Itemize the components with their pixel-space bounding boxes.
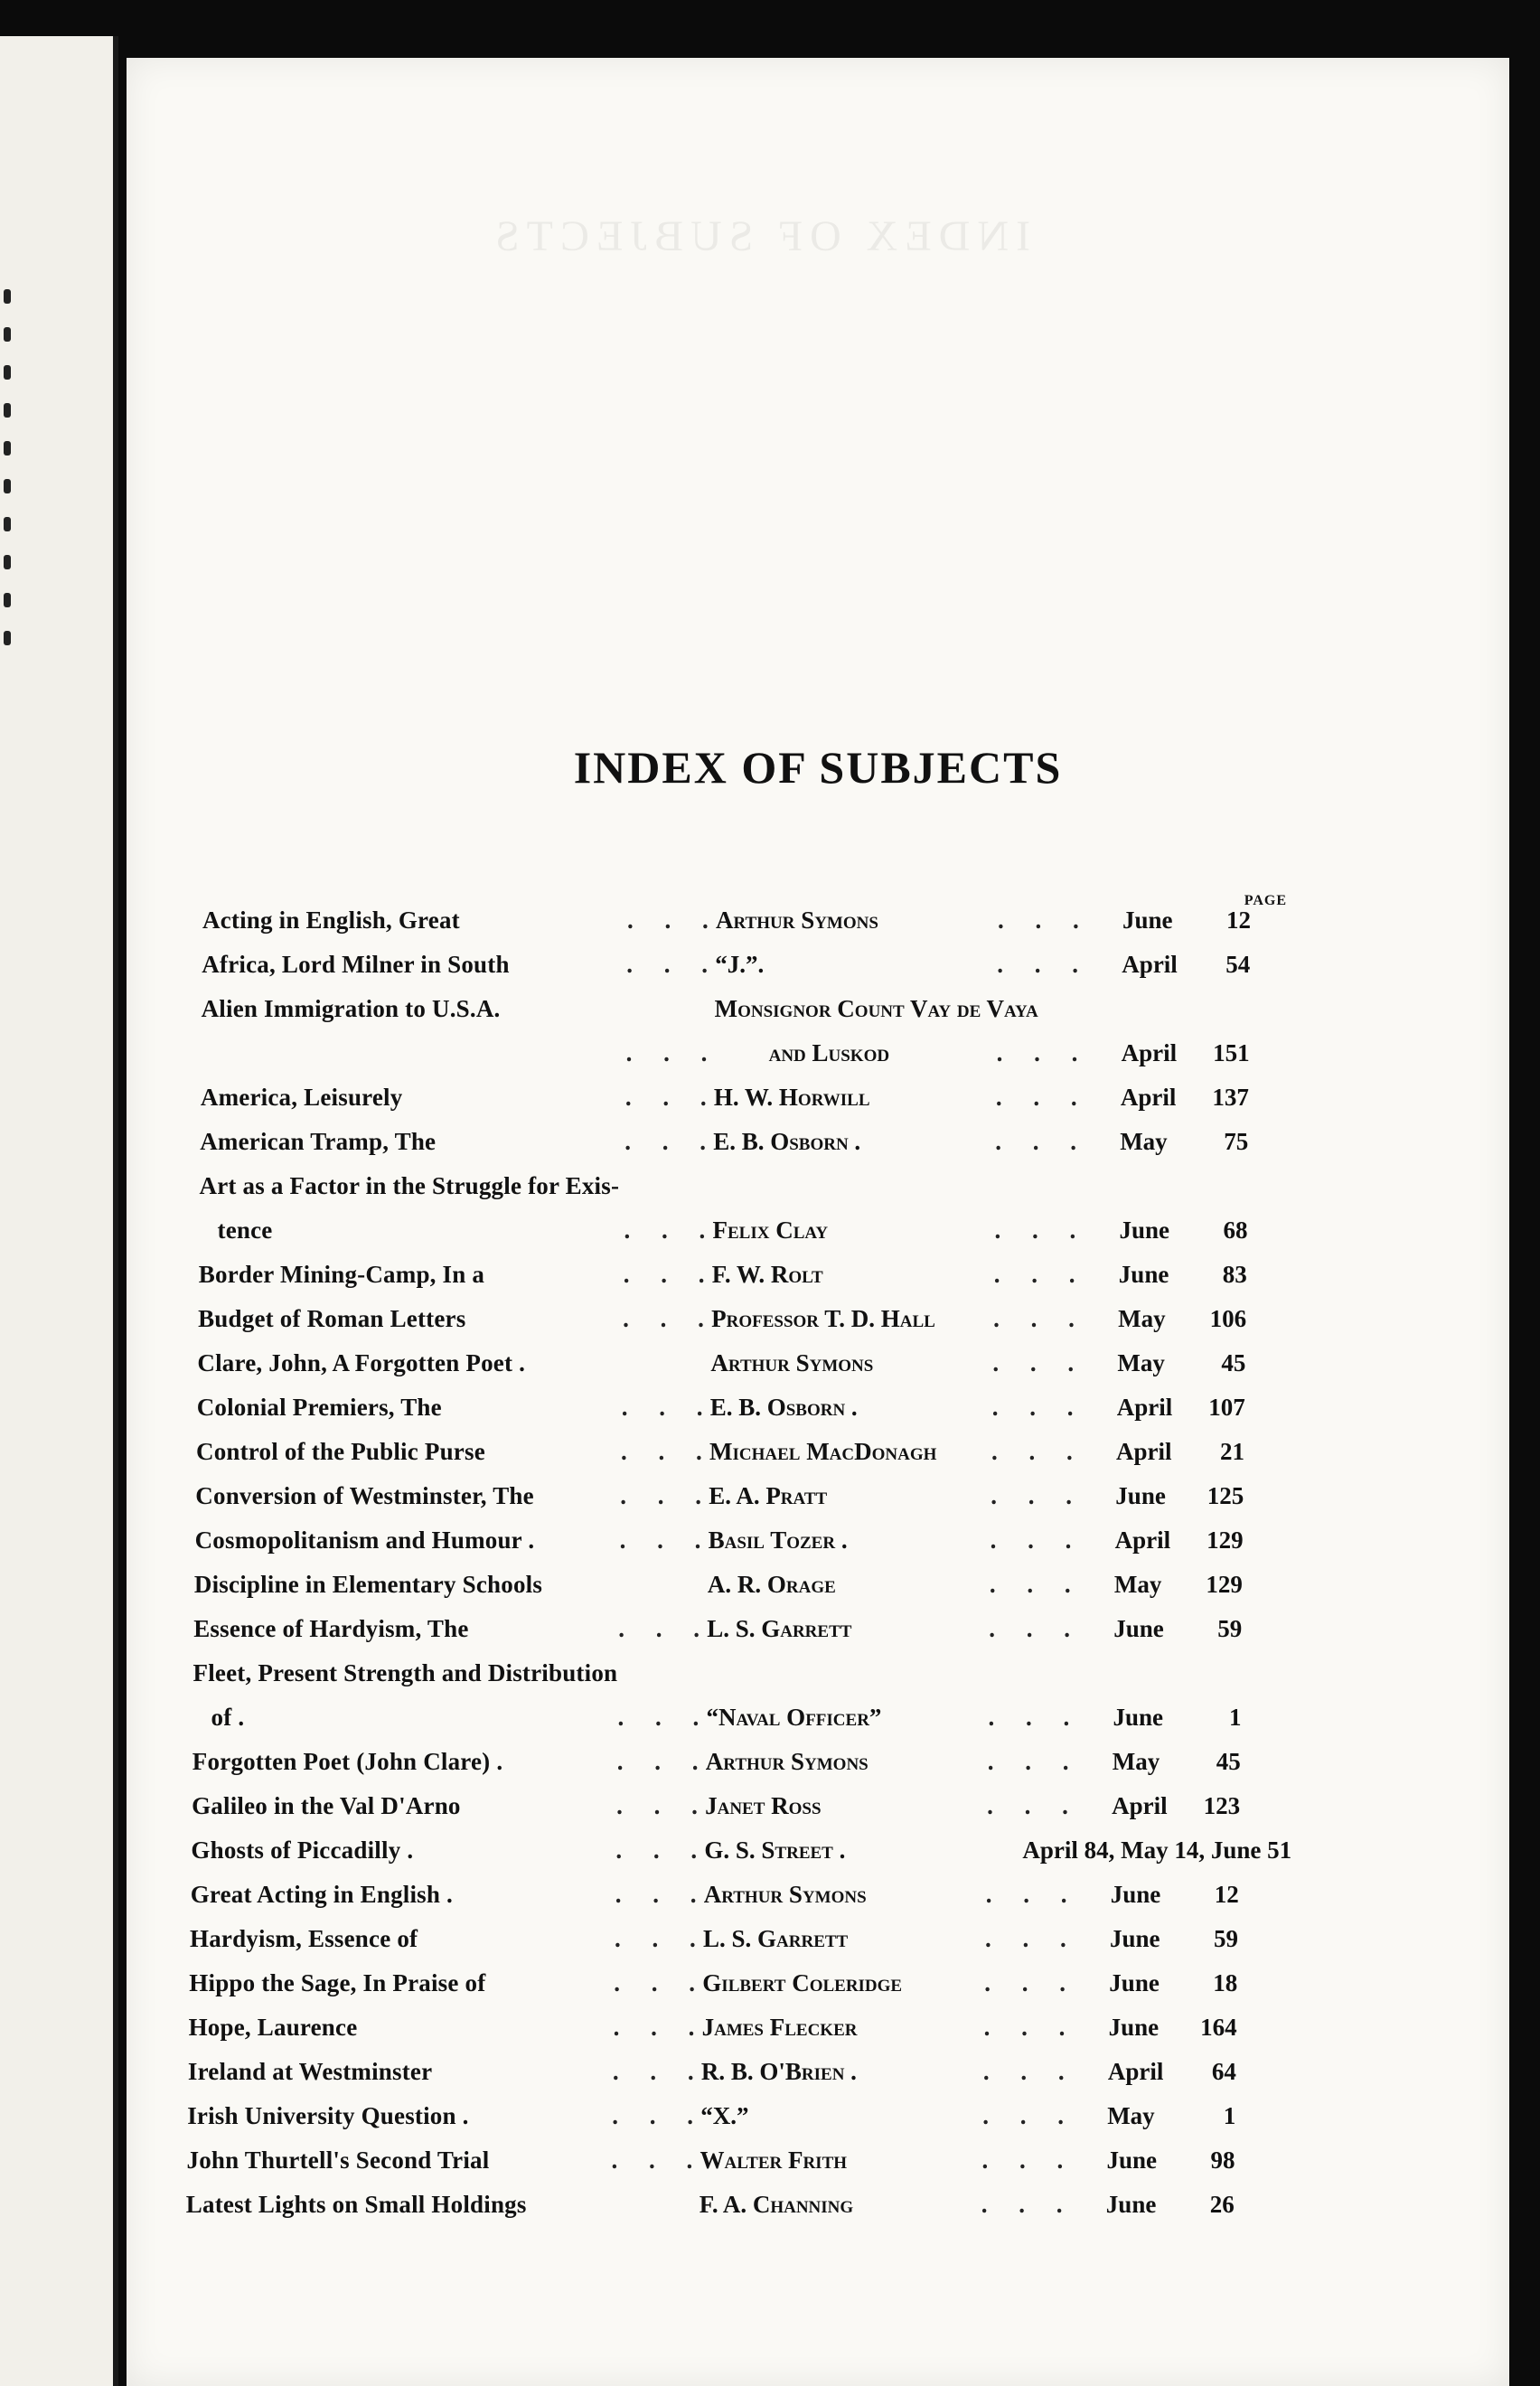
index-entry xyxy=(201,1076,1249,1120)
entry-date: May xyxy=(1112,1748,1160,1775)
entry-author: “X.” xyxy=(700,2102,749,2129)
entry-subject-continued: of . xyxy=(211,1704,245,1731)
index-entry xyxy=(202,943,1250,987)
entry-author: Felix Clay xyxy=(712,1216,829,1244)
entry-author: Arthur Symons xyxy=(705,1748,869,1775)
leader-dots: . . . xyxy=(615,1881,709,1908)
entry-author: L. S. Garrett xyxy=(707,1615,852,1642)
entry-subject: Control of the Public Purse xyxy=(196,1438,485,1465)
index-entry xyxy=(197,1386,1245,1430)
margin-mark xyxy=(4,593,11,607)
entry-date: April xyxy=(1116,1394,1173,1421)
index-entry xyxy=(194,1563,1243,1607)
entry-subject: Hippo the Sage, In Praise of xyxy=(189,1969,486,1996)
entry-page: 1 xyxy=(1229,1704,1242,1731)
entry-author: A. R. Orage xyxy=(707,1571,836,1598)
index-entry xyxy=(189,2006,1237,2050)
index-entry xyxy=(187,2138,1235,2183)
entry-page: 12 xyxy=(1214,1881,1239,1908)
margin-mark xyxy=(4,479,11,493)
leader-dots: . . . xyxy=(982,2102,1076,2129)
entry-subject: Essence of Hardyism, The xyxy=(193,1615,469,1642)
margin-mark xyxy=(4,403,11,418)
entry-author: Basil Tozer . xyxy=(708,1526,848,1554)
entry-author: Professor T. D. Hall xyxy=(711,1305,935,1332)
entry-page: 107 xyxy=(1208,1394,1245,1421)
entry-subject: Cosmopolitanism and Humour . xyxy=(194,1526,535,1554)
entry-author: L. S. Garrett xyxy=(703,1925,849,1952)
leader-dots: . . . xyxy=(612,2102,706,2129)
entry-author: Arthur Symons xyxy=(716,906,878,934)
entry-date: May xyxy=(1113,1571,1162,1598)
leader-dots: . . . xyxy=(985,1925,1079,1952)
leader-dots: . . . xyxy=(989,1615,1083,1642)
entry-page: 1 xyxy=(1223,2102,1236,2129)
entry-author: E. B. Osborn . xyxy=(713,1128,861,1155)
leader-dots: . . . xyxy=(615,1836,710,1864)
entry-author: R. B. O'Brien . xyxy=(700,2058,857,2085)
entry-date: June xyxy=(1113,1615,1164,1642)
entry-date: June xyxy=(1119,1216,1170,1244)
index-entry xyxy=(200,1120,1248,1164)
leader-dots: . . . xyxy=(998,906,1092,934)
entry-page: 164 xyxy=(1200,2014,1237,2041)
leader-dots: . . . xyxy=(627,906,721,934)
leader-dots: . . . xyxy=(992,1349,1087,1376)
entry-subject: Art as a Factor in the Struggle for Exis- tence xyxy=(200,1164,706,1253)
entry-author: James Flecker xyxy=(701,2014,858,2041)
entry-date: June xyxy=(1110,1925,1160,1952)
index-entry xyxy=(191,1828,1292,1873)
entry-page: 12 xyxy=(1226,906,1251,934)
entry-page: 26 xyxy=(1209,2191,1235,2218)
entry-date: June xyxy=(1118,1261,1169,1288)
index-entry xyxy=(195,1474,1244,1518)
leader-dots: . . . xyxy=(615,1925,709,1952)
adjacent-page-edge xyxy=(0,36,118,2386)
leader-dots: . . . xyxy=(624,1216,718,1244)
entry-author: Michael MacDonagh xyxy=(709,1438,937,1465)
entry-author: “Naval Officer” xyxy=(706,1704,882,1731)
entry-subject: American Tramp, The xyxy=(200,1128,437,1155)
index-entry xyxy=(186,2183,1235,2227)
entry-date: June xyxy=(1106,2146,1158,2174)
leader-dots: . . . xyxy=(624,1128,718,1155)
entry-subject: America, Leisurely xyxy=(200,1084,403,1111)
index-entry xyxy=(195,1518,1244,1563)
leader-dots: . . . xyxy=(991,1438,1085,1465)
entry-page: 18 xyxy=(1213,1969,1238,1996)
leader-dots: . . . xyxy=(987,1748,1082,1775)
leader-dots: . . . xyxy=(617,1704,712,1731)
entry-date: June xyxy=(1105,2191,1157,2218)
leader-dots: . . . xyxy=(990,1526,1085,1554)
entry-subject: Hardyism, Essence of xyxy=(190,1925,418,1952)
margin-mark xyxy=(4,441,11,456)
leader-dots: . . . xyxy=(989,1571,1084,1598)
entry-page: 83 xyxy=(1222,1261,1247,1288)
entry-subject: Ghosts of Piccadilly . xyxy=(191,1836,414,1864)
leader-dots: . . . xyxy=(995,1084,1090,1111)
leader-dots: . . . xyxy=(621,1394,716,1421)
entry-author: Walter Frith xyxy=(700,2146,848,2174)
entry-subject: Colonial Premiers, The xyxy=(196,1394,442,1421)
entry-page: 151 xyxy=(1213,1039,1250,1066)
entry-subject: John Thurtell's Second Trial xyxy=(186,2146,490,2174)
entry-author: F. A. Channing xyxy=(699,2191,854,2218)
entry-page: 45 xyxy=(1216,1748,1241,1775)
leader-dots: . . . xyxy=(614,1969,709,1996)
leader-dots: . . . xyxy=(623,1305,717,1332)
margin-mark xyxy=(4,631,11,645)
leader-dots: . . . xyxy=(987,1792,1081,1819)
bleed-through-text: INDEX OF SUBJECTS xyxy=(488,212,1031,260)
leader-dots: . . . xyxy=(981,2191,1075,2218)
leader-dots: . . . xyxy=(982,2058,1077,2085)
margin-mark xyxy=(4,327,11,342)
entry-date: April xyxy=(1107,2058,1164,2085)
leader-dots: . . . xyxy=(623,1261,718,1288)
page-column-header: PAGE xyxy=(1244,893,1287,908)
entry-date: June xyxy=(1113,1704,1164,1731)
entry-date: June xyxy=(1110,1881,1161,1908)
index-entry xyxy=(200,1164,1248,1253)
entry-subject-continued: tence xyxy=(217,1216,273,1244)
entry-subject: Great Acting in English . xyxy=(190,1881,453,1908)
entry-date: May xyxy=(1117,1349,1165,1376)
leader-dots: . . . xyxy=(995,1128,1089,1155)
margin-mark xyxy=(4,555,11,569)
entry-author: Janet Ross xyxy=(705,1792,822,1819)
leader-dots: . . . xyxy=(994,1216,1089,1244)
margin-mark xyxy=(4,517,11,531)
entry-author: E. A. Pratt xyxy=(709,1482,828,1509)
leader-dots: . . . xyxy=(993,1261,1088,1288)
entry-author: G. S. Street . xyxy=(704,1836,846,1864)
index-entry xyxy=(189,1961,1237,2006)
leader-dots: . . . xyxy=(991,1394,1086,1421)
leader-dots: . . . xyxy=(625,1039,720,1066)
leader-dots: . . . xyxy=(613,2014,708,2041)
entry-author-continued: and Luskod xyxy=(768,1039,890,1066)
entry-subject: Forgotten Poet (John Clare) . xyxy=(192,1748,503,1775)
entry-author: H. W. Horwill xyxy=(713,1084,870,1111)
index-entry xyxy=(193,1607,1242,1651)
entry-page: 21 xyxy=(1220,1438,1244,1465)
entry-author: Arthur Symons xyxy=(703,1881,867,1908)
entry-date: April xyxy=(1114,1526,1171,1554)
entry-date-page: April 84, May 14, June 51 xyxy=(1022,1836,1292,1864)
index-entry xyxy=(198,1297,1246,1341)
entry-page: 106 xyxy=(1209,1305,1247,1332)
entry-subject: Border Mining-Camp, In a xyxy=(198,1261,485,1288)
leader-dots: . . . xyxy=(997,951,1092,978)
entry-subject: Clare, John, A Forgotten Poet . xyxy=(197,1349,526,1376)
entry-page: 59 xyxy=(1217,1615,1243,1642)
entry-page: 75 xyxy=(1224,1128,1249,1155)
leader-dots: . . . xyxy=(611,2146,706,2174)
entry-date: May xyxy=(1107,2102,1155,2129)
entry-page: 98 xyxy=(1210,2146,1235,2174)
entry-page: 68 xyxy=(1223,1216,1248,1244)
entry-subject: Ireland at Westminster xyxy=(187,2058,433,2085)
index-entry xyxy=(192,1740,1241,1784)
entry-subject: Conversion of Westminster, The xyxy=(195,1482,534,1509)
leader-dots: . . . xyxy=(616,1792,710,1819)
entry-date: June xyxy=(1122,906,1173,934)
leader-dots: . . . xyxy=(996,1039,1091,1066)
entry-page: 54 xyxy=(1225,951,1251,978)
page-title: INDEX OF SUBJECTS xyxy=(573,742,1063,793)
entry-subject: Discipline in Elementary Schools xyxy=(193,1571,543,1598)
entry-page: 64 xyxy=(1211,2058,1236,2085)
entry-subject: Hope, Laurence xyxy=(188,2014,358,2041)
entry-page: 125 xyxy=(1207,1482,1244,1509)
index-entry xyxy=(191,1873,1239,1917)
entry-subject: Fleet, Present Strength and Distribution of . xyxy=(193,1651,700,1740)
margin-mark xyxy=(4,289,11,304)
entry-page: 129 xyxy=(1206,1571,1243,1598)
leader-dots: . . . xyxy=(985,1881,1080,1908)
index-entry xyxy=(199,1253,1247,1297)
leader-dots: . . . xyxy=(624,1084,719,1111)
entry-page: 45 xyxy=(1221,1349,1246,1376)
leader-dots: . . . xyxy=(984,1969,1079,1996)
entry-date: April xyxy=(1120,1084,1177,1111)
leader-dots: . . . xyxy=(612,2058,707,2085)
margin-mark xyxy=(4,365,11,380)
entry-subject: Africa, Lord Milner in South xyxy=(202,951,510,978)
entry-date: April xyxy=(1116,1438,1172,1465)
entry-subject: Alien Immigration to U.S.A. xyxy=(201,995,501,1022)
entry-date: April xyxy=(1122,951,1178,978)
index-entry xyxy=(187,2094,1235,2138)
index-entry xyxy=(188,2050,1236,2094)
entry-subject: Latest Lights on Small Holdings xyxy=(185,2191,527,2218)
entry-subject: Irish University Question . xyxy=(187,2102,469,2129)
entry-author: “J.”. xyxy=(715,951,765,978)
entry-date: May xyxy=(1120,1128,1168,1155)
leader-dots: . . . xyxy=(983,2014,1078,2041)
entry-date: April xyxy=(1121,1039,1178,1066)
entry-date: June xyxy=(1115,1482,1166,1509)
leader-dots: . . . xyxy=(616,1748,711,1775)
entry-author: Monsignor Count Vay de Vaya and Luskod xyxy=(715,987,1038,1076)
leader-dots: . . . xyxy=(981,2146,1076,2174)
leader-dots: . . . xyxy=(620,1482,715,1509)
leader-dots: . . . xyxy=(991,1482,1085,1509)
entry-page: 123 xyxy=(1203,1792,1241,1819)
index-entry xyxy=(202,987,1250,1076)
index-entry xyxy=(196,1430,1244,1474)
index-entry xyxy=(202,898,1251,943)
index-entry xyxy=(190,1917,1238,1961)
leader-dots: . . . xyxy=(993,1305,1087,1332)
leader-dots: . . . xyxy=(619,1526,714,1554)
leader-dots: . . . xyxy=(621,1438,715,1465)
entry-page: 137 xyxy=(1212,1084,1249,1111)
entry-date: April xyxy=(1112,1792,1168,1819)
entry-author: Gilbert Coleridge xyxy=(702,1969,903,1996)
entry-author: E. B. Osborn . xyxy=(709,1394,858,1421)
index-entry xyxy=(193,1651,1242,1740)
leader-dots: . . . xyxy=(618,1615,712,1642)
index-entry xyxy=(192,1784,1240,1828)
entry-subject: Budget of Roman Letters xyxy=(198,1305,466,1332)
entry-author: F. W. Rolt xyxy=(711,1261,823,1288)
index-page xyxy=(127,58,1509,2386)
entry-date: May xyxy=(1118,1305,1166,1332)
entry-page: 59 xyxy=(1214,1925,1238,1952)
entry-date: June xyxy=(1109,1969,1160,1996)
entry-subject: Acting in English, Great xyxy=(202,906,460,934)
index-entry xyxy=(197,1341,1245,1386)
leader-dots: . . . xyxy=(988,1704,1083,1731)
leader-dots: . . . xyxy=(626,951,721,978)
entry-page: 129 xyxy=(1207,1526,1244,1554)
entry-date: June xyxy=(1108,2014,1160,2041)
entry-subject: Galileo in the Val D'Arno xyxy=(192,1792,461,1819)
entry-author: Arthur Symons xyxy=(710,1349,874,1376)
